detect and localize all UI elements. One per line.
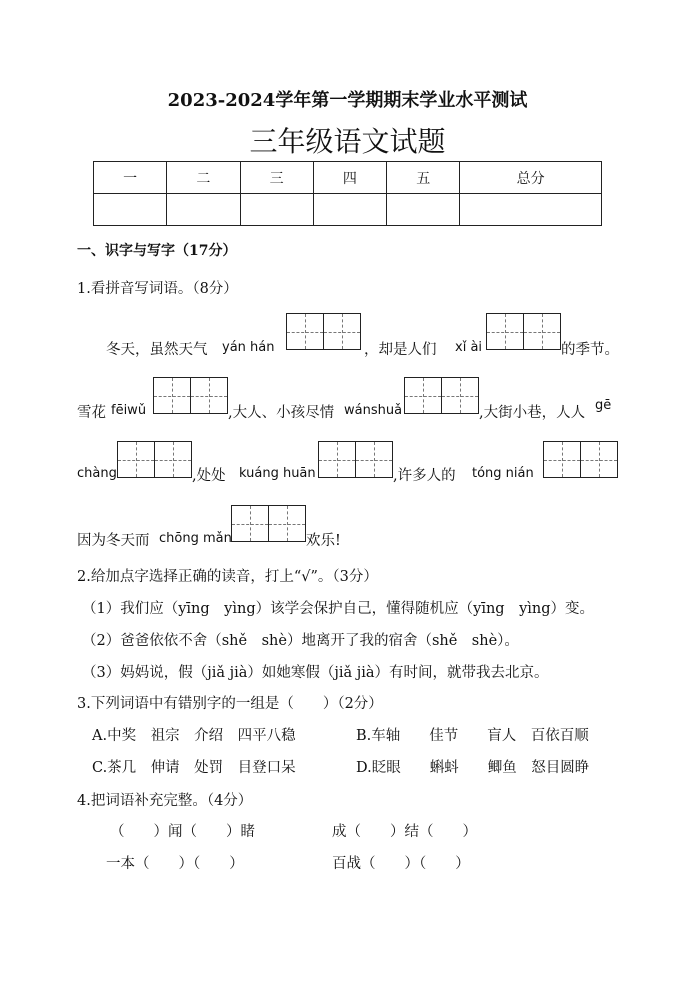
writing-grid[interactable] bbox=[404, 377, 479, 414]
q1-text: ,许多人的 bbox=[393, 468, 456, 484]
pinyin: kuáng huān bbox=[239, 466, 316, 481]
score-cell[interactable] bbox=[167, 194, 240, 226]
exam-title: 2023-2024学年第一学期期末学业水平测试 bbox=[167, 90, 528, 111]
score-header-row bbox=[94, 162, 602, 194]
q1-text: ，却是人们 bbox=[364, 342, 437, 358]
writing-grid[interactable] bbox=[543, 441, 618, 478]
q1-text: ,大街小巷，人人 bbox=[479, 405, 586, 421]
pinyin: chōng mǎn bbox=[159, 531, 232, 546]
writing-grid[interactable] bbox=[153, 377, 228, 414]
score-cell[interactable] bbox=[387, 194, 460, 226]
section-heading: 一、识字与写字（17分） bbox=[77, 243, 237, 259]
pinyin: xǐ ài bbox=[455, 340, 483, 355]
writing-grid[interactable] bbox=[117, 441, 192, 478]
q1-text: 雪花 bbox=[77, 405, 106, 421]
pinyin: tóng nián bbox=[472, 466, 534, 481]
score-header-cell: 二 bbox=[167, 162, 240, 194]
q4-blank: 一本（ ）（ ） bbox=[106, 856, 244, 872]
q4-blank: 百战（ ）（ ） bbox=[332, 856, 470, 872]
score-header-cell: 四 bbox=[313, 162, 386, 194]
q1-text: 欢乐! bbox=[306, 533, 341, 549]
pinyin: wánshuǎ bbox=[344, 403, 403, 418]
score-cell[interactable] bbox=[313, 194, 386, 226]
q1-text: 因为冬天而 bbox=[77, 533, 150, 549]
q3-option-a: A.中奖 祖宗 介绍 四平八稳 bbox=[92, 728, 296, 744]
score-cell[interactable] bbox=[240, 194, 313, 226]
pinyin: yán hán bbox=[222, 340, 275, 355]
q4-blank: （ ）闻（ ）睹 bbox=[110, 824, 255, 840]
q3-option-b: B.车轴 佳节 盲人 百依百顺 bbox=[356, 728, 589, 744]
writing-grid[interactable] bbox=[286, 313, 361, 350]
question-2-stem: 2.给加点字选择正确的读音，打上“√”。（3分） bbox=[77, 569, 378, 585]
score-header-cell: 三 bbox=[240, 162, 313, 194]
pinyin: chàng bbox=[77, 466, 117, 481]
score-header-cell: 一 bbox=[94, 162, 167, 194]
score-cell[interactable] bbox=[94, 194, 167, 226]
q1-text: ,处处 bbox=[192, 468, 226, 484]
score-header-cell: 五 bbox=[387, 162, 460, 194]
exam-subtitle: 三年级语文试题 bbox=[249, 125, 446, 158]
q2-item: （2）爸爸依依不舍（shě shè）地离开了我的宿舍（shě shè）。 bbox=[82, 633, 519, 649]
writing-grid[interactable] bbox=[318, 441, 393, 478]
q1-text: ,大人、小孩尽情 bbox=[228, 405, 335, 421]
score-table bbox=[93, 161, 602, 226]
question-3-stem: 3.下列词语中有错别字的一组是（ ）（2分） bbox=[77, 696, 383, 712]
q3-option-c: C.茶几 伸请 处罚 目登口呆 bbox=[92, 760, 296, 776]
writing-grid[interactable] bbox=[486, 313, 561, 350]
q2-item: （1）我们应（yīng yìng）该学会保护自己，懂得随机应（yīng yìng）变。 bbox=[82, 601, 595, 617]
question-4-stem: 4.把词语补充完整。（4分） bbox=[77, 793, 253, 809]
writing-grid[interactable] bbox=[231, 505, 306, 542]
score-cell[interactable] bbox=[460, 194, 602, 226]
score-header-cell: 总分 bbox=[460, 162, 602, 194]
q4-blank: 成（ ）结（ ） bbox=[332, 824, 477, 840]
q3-option-d: D.眨眼 蝌蚪 鲫鱼 怒目圆睁 bbox=[356, 760, 590, 776]
pinyin: gē bbox=[595, 398, 612, 413]
question-1-stem: 1.看拼音写词语。（8分） bbox=[77, 281, 238, 297]
q2-item: （3）妈妈说，假（jiǎ jià）如她寒假（jiǎ jià）有时间，就带我去北京。 bbox=[82, 665, 549, 681]
q1-text: 冬天，虽然天气 bbox=[106, 342, 208, 358]
pinyin: fēiwǔ bbox=[111, 403, 147, 418]
score-value-row bbox=[94, 194, 602, 226]
q1-text: 的季节。 bbox=[561, 342, 619, 358]
